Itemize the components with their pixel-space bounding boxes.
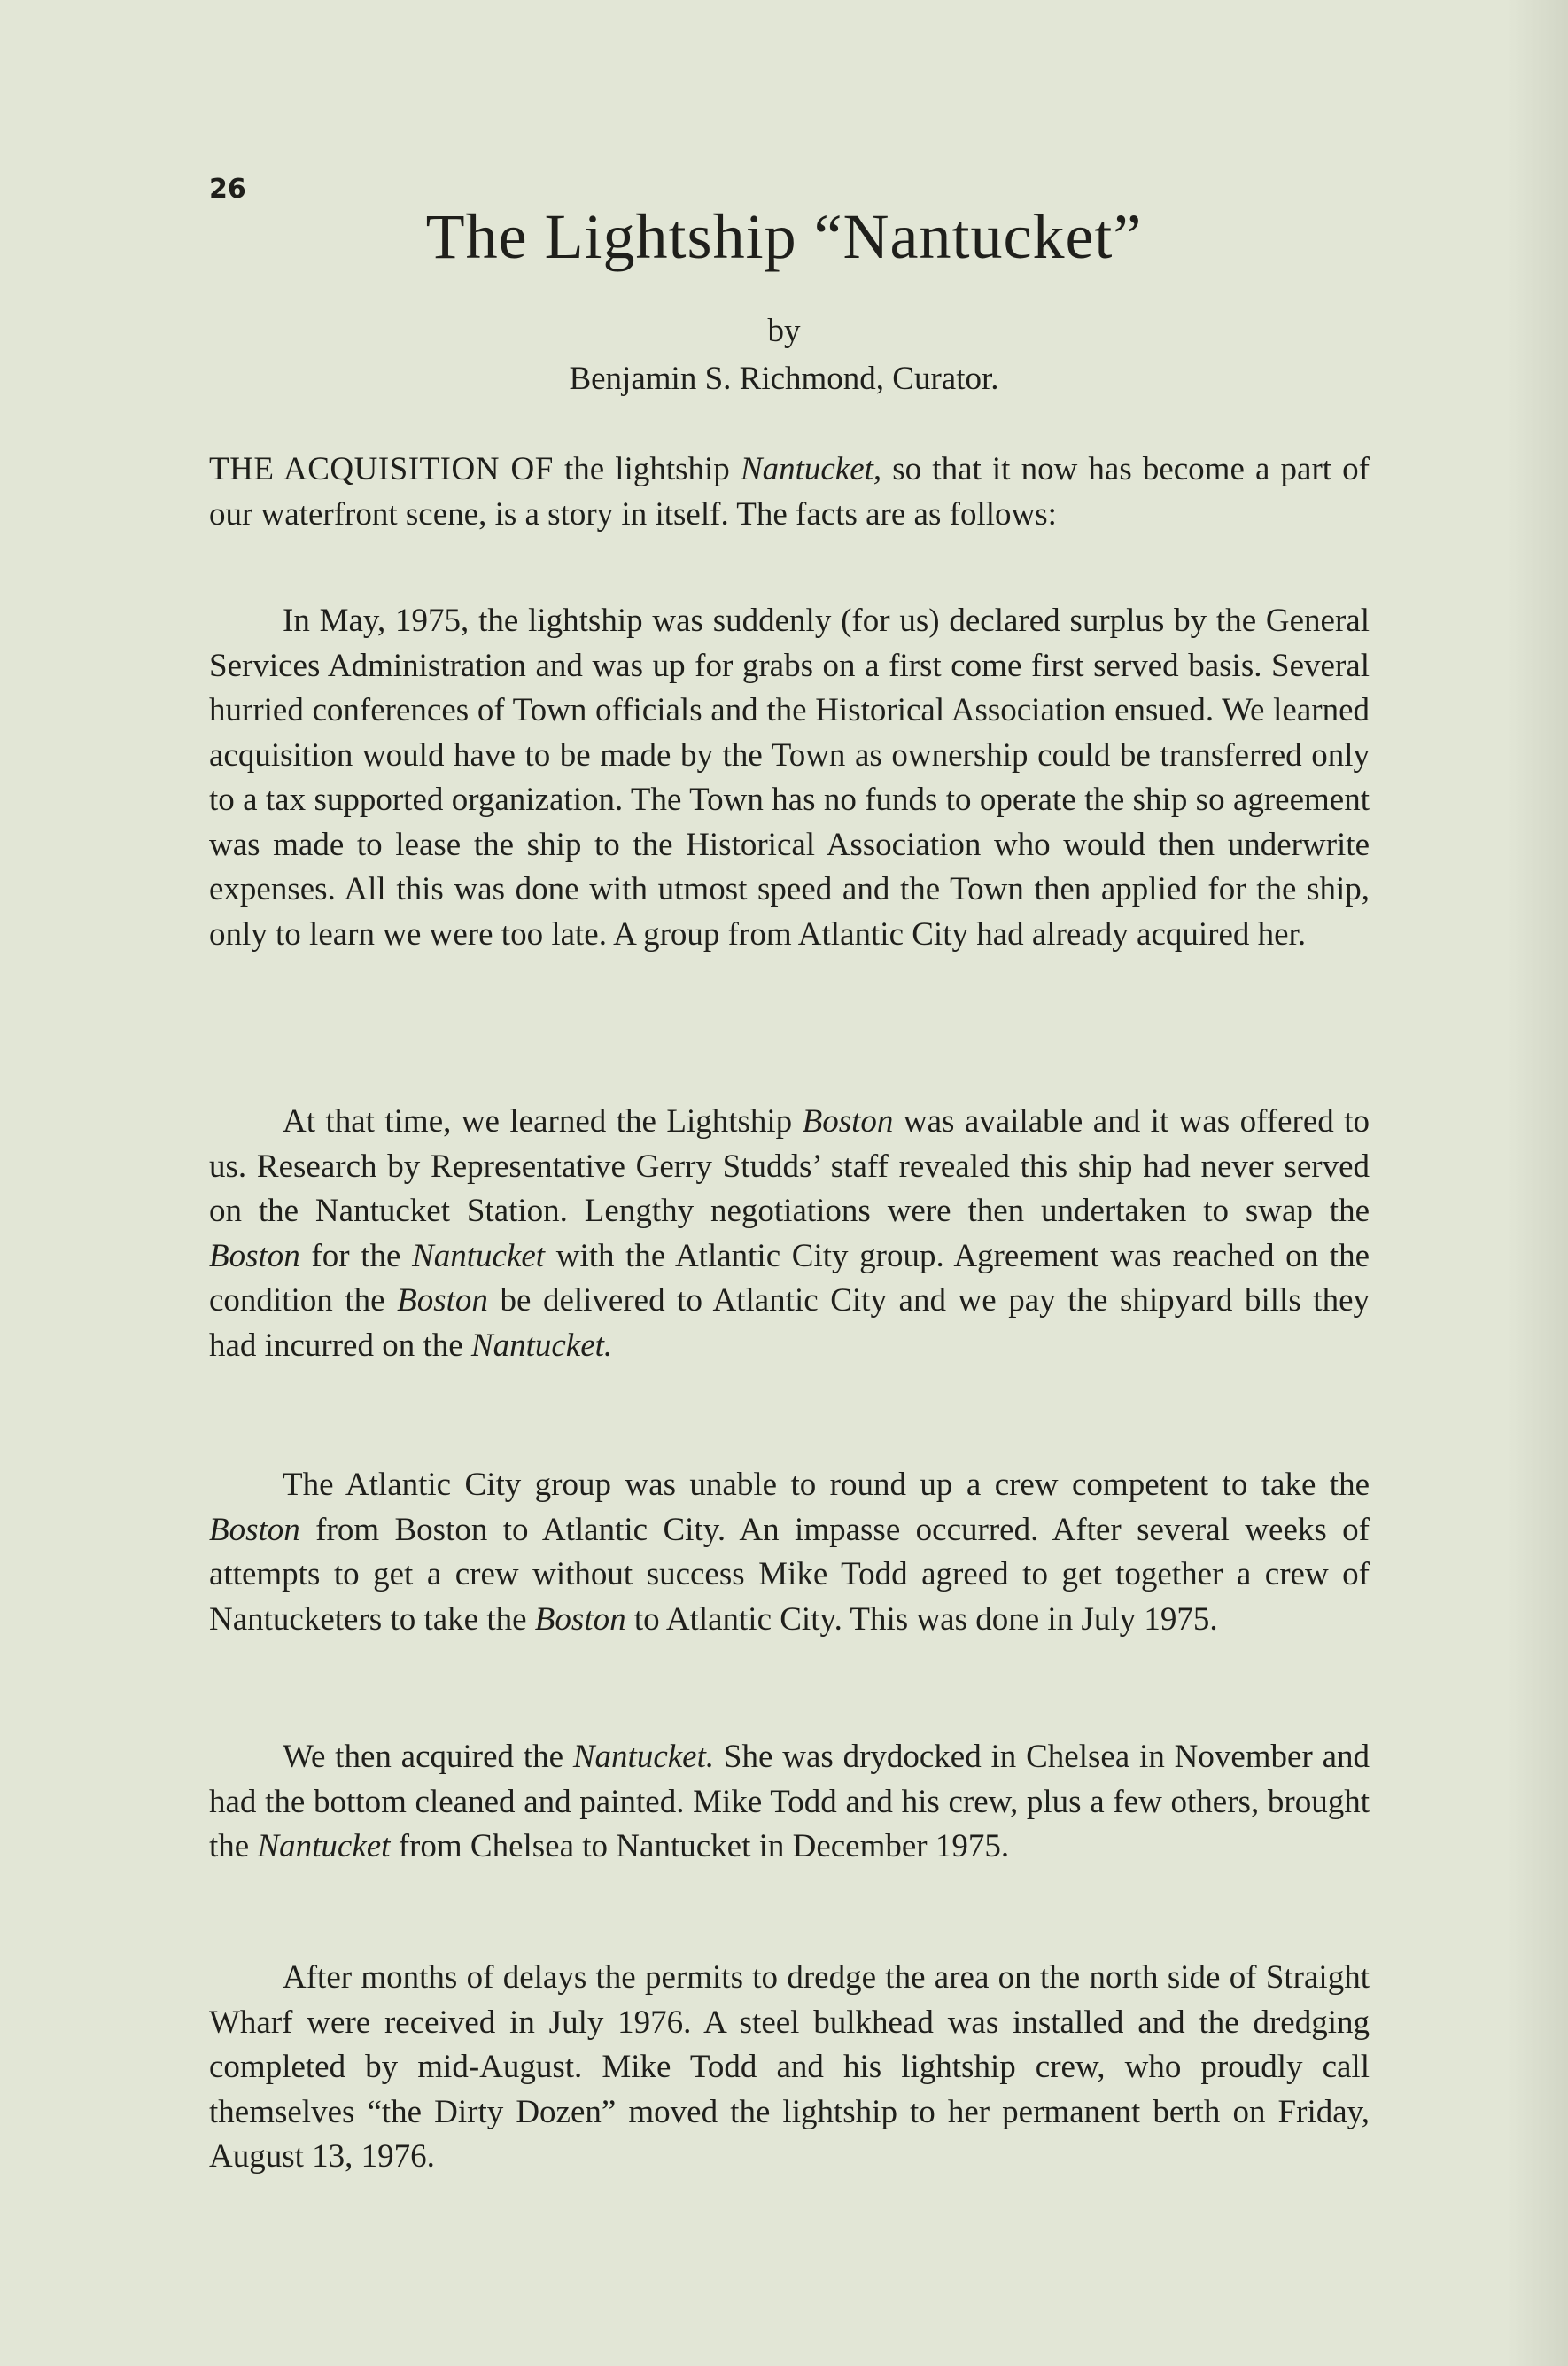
paragraph-5 [209,1735,1370,1870]
ship-name: Nantucket. [470,1327,613,1364]
paragraph-text: was available and it was offered to us. Research by Representative Gerry Studds’ staff revealed this ship had never served on the Nantucket Station. Lengthy negotiations were then undertaken to swap the [209,1103,1370,1229]
paragraph-text: from Chelsea to Nantucket in December 1975. [390,1828,1010,1864]
paragraph-1 [209,448,1370,537]
paragraph-text: from Boston to Atlantic City. An impasse occurred. After several weeks of attempts to get a crew without success Mike Todd agreed to get together a crew of Nantucketers to take the [209,1511,1370,1638]
ship-name: Boston [534,1600,626,1638]
paragraph-text: At that time, we learned the Lightship [283,1103,803,1140]
ship-name: Nantucket. [572,1739,715,1775]
ship-name: Boston [209,1511,300,1548]
paragraph-text: We then acquired the [283,1739,573,1775]
paragraph-4 [209,1463,1370,1642]
ship-name: Boston [802,1103,894,1140]
ship-name: Nantucket [257,1828,391,1864]
paragraph-text: the lightship [553,451,741,487]
paragraph-text: The Atlantic City group was unable to round up a crew competent to take the [283,1467,1370,1503]
paragraph-text: to Atlantic City. This was done in July 1975. [625,1600,1218,1638]
page-number: 26 [209,174,246,205]
paragraph-text: In May, 1975, the lightship was suddenly (for us) declared surplus by the General Services Administration and was up for grabs on a first come first served basis. Several hurried conferences of Town officials and the Historical Association ensued. We learned acquisition would have to be made by the Town as ownership could be transferred only to a tax supported organization. The Town has no funds to operate the ship so agreement was made to lease the ship to the Historical Association who would then underwrite expenses. All this was done with utmost speed and the Town then applied for the ship, only to learn we were too late. A group from Atlantic City had already acquired her. [209,603,1370,953]
paragraph-2 [209,599,1370,957]
byline-author: Benjamin S. Richmond, Curator. [569,361,999,397]
paragraph-6 [209,1956,1370,2180]
paragraph-3 [209,1100,1370,1368]
paragraph-text: After months of delays the permits to dredge the area on the north side of Straight Wharf were received in July 1976. A steel bulkhead was installed and the dredging completed by mid-August. Mike Todd and his lightship crew, who proudly call themselves “the Dirty Dozen” moved the lightship to her permanent berth on Friday, August 13, 1976. [209,1959,1370,2175]
ship-name: Nantucket [412,1237,546,1274]
lead-in-caps: THE ACQUISITION OF [209,451,554,487]
paragraph-text: be delivered to Atlantic City and we pay the shipyard bills they had incurred on the [209,1282,1370,1364]
page-edge-shadow [1506,0,1568,2366]
article-title: The Lightship “Nantucket” [425,201,1143,272]
ship-name: Boston [209,1237,300,1274]
paragraph-text: for the [299,1237,413,1274]
paragraph-text: She was drydocked in Chelsea in November and had the bottom cleaned and painted. Mike Todd and his crew, plus a few others, brought the [209,1739,1370,1864]
paragraph-text: so that it now has become a part of our waterfront scene, is a story in itself. The facts are as follows: [209,451,1370,533]
ship-name: Nantucket, [740,451,882,487]
paragraph-text: with the Atlantic City group. Agreement was reached on the condition the [209,1237,1370,1319]
byline-by: by [767,313,801,349]
ship-name: Boston [397,1282,488,1319]
